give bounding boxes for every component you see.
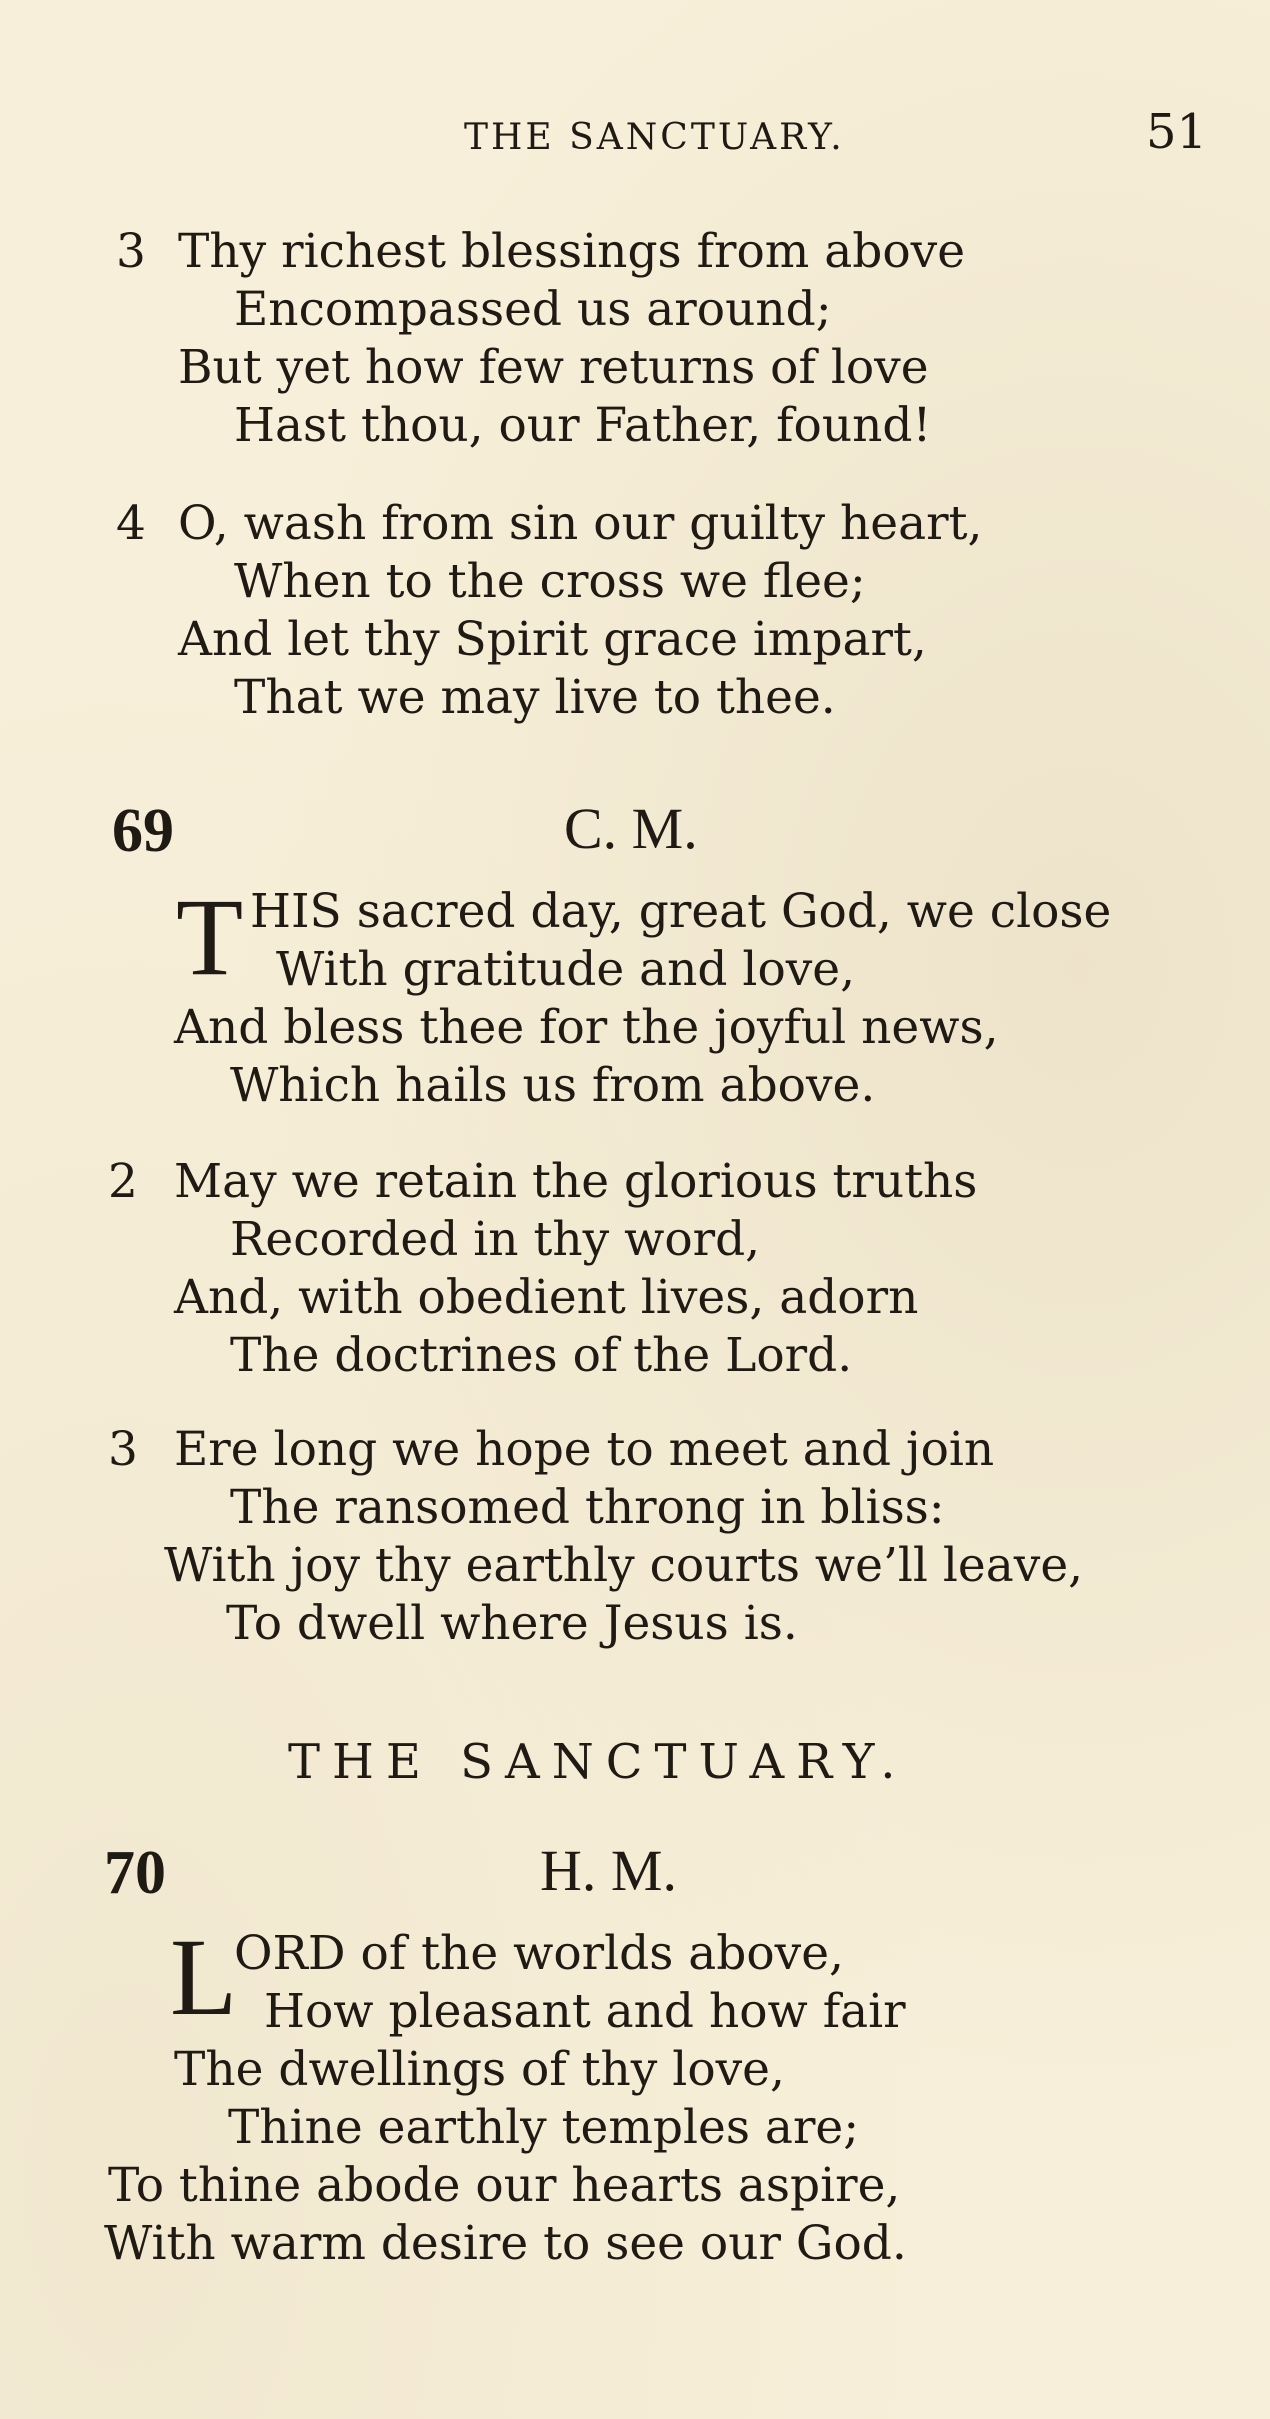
verse-line: To thine abode our hearts aspire, — [108, 2158, 901, 2213]
verse-line: And, with obedient lives, adorn — [174, 1270, 919, 1325]
verse-line: ORD of the worlds above, — [234, 1926, 844, 1981]
verse-number: 3 — [108, 1422, 138, 1477]
running-title: THE SANCTUARY. — [464, 117, 845, 158]
hymn-number: 69 — [112, 797, 174, 865]
hymn-meter: C. M. — [564, 796, 698, 861]
verse-line: Recorded in thy word, — [230, 1212, 761, 1267]
verse-line: Encompassed us around; — [234, 282, 832, 337]
verse-line: And bless thee for the joyful news, — [174, 1000, 999, 1055]
verse-line: Ere long we hope to meet and join — [174, 1422, 995, 1477]
verse-line: That we may live to thee. — [234, 670, 836, 725]
drop-cap: T — [176, 876, 244, 998]
verse-line: May we retain the glorious truths — [174, 1154, 978, 1209]
hymn-number: 70 — [104, 1839, 166, 1907]
verse-line: When to the cross we flee; — [234, 554, 866, 609]
verse-number: 4 — [116, 496, 146, 551]
verse-number: 3 — [116, 224, 146, 279]
verse-line: And let thy Spirit grace impart, — [178, 612, 927, 667]
verse-line: With gratitude and love, — [276, 942, 856, 997]
hymn-meter: H. M. — [540, 1838, 677, 1903]
verse-line: With warm desire to see our God. — [104, 2216, 907, 2271]
verse-line: The ransomed throng in bliss: — [230, 1480, 945, 1535]
verse-line: With joy thy earthly courts we’ll leave, — [164, 1538, 1084, 1593]
verse-line: Hast thou, our Father, found! — [234, 398, 932, 453]
verse-line: How pleasant and how fair — [264, 1984, 906, 2039]
verse-line: O, wash from sin our guilty heart, — [178, 496, 983, 551]
verse-line: Thy richest blessings from above — [178, 224, 966, 279]
drop-cap: L — [170, 1916, 238, 2038]
verse-line: The dwellings of thy love, — [174, 2042, 785, 2097]
verse-line: But yet how few returns of love — [178, 340, 929, 395]
section-heading: THE SANCTUARY. — [288, 1734, 908, 1790]
verse-line: Thine earthly temples are; — [228, 2100, 860, 2155]
verse-line: To dwell where Jesus is. — [226, 1596, 798, 1651]
verse-line: The doctrines of the Lord. — [230, 1328, 853, 1383]
verse-number: 2 — [108, 1154, 138, 1209]
verse-line: Which hails us from above. — [230, 1058, 876, 1113]
verse-line: HIS sacred day, great God, we close — [250, 884, 1112, 939]
page-number: 51 — [1146, 104, 1208, 160]
